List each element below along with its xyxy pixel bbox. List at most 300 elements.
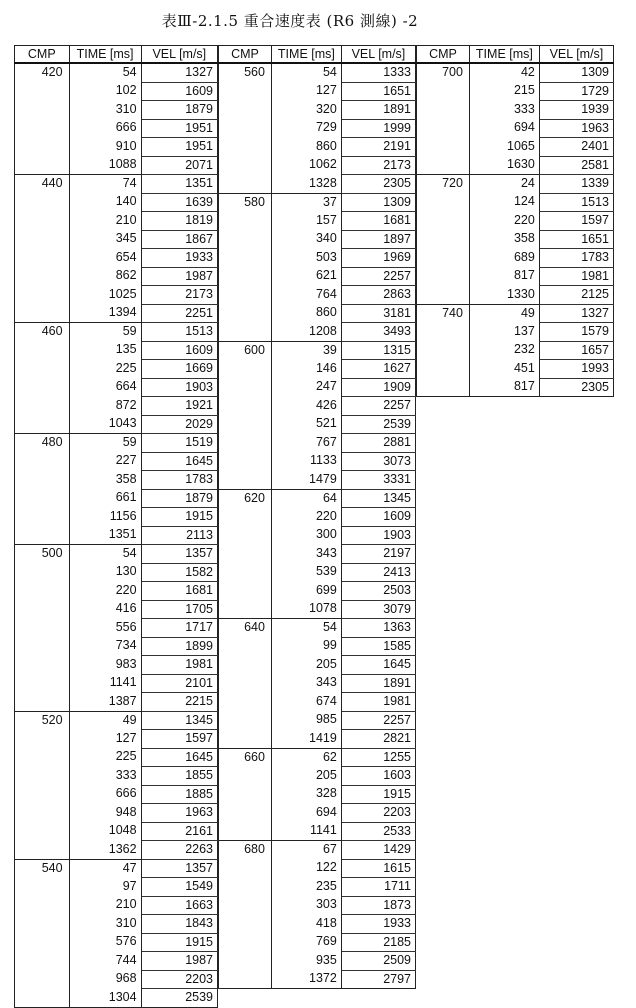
velocity-cell: 2257 (341, 397, 415, 416)
table-row (15, 822, 218, 841)
cmp-cell (219, 915, 272, 934)
cmp-cell (417, 378, 470, 397)
table-row (219, 804, 416, 823)
cmp-cell (219, 637, 272, 656)
table-row (219, 970, 416, 989)
time-cell: 1141 (69, 674, 141, 693)
cmp-cell (15, 637, 70, 656)
time-cell: 862 (69, 267, 141, 286)
time-cell: 62 (271, 748, 341, 767)
velocity-cell: 1627 (341, 360, 415, 379)
table-row (15, 915, 218, 934)
cmp-cell (15, 267, 70, 286)
velocity-cell: 2197 (341, 545, 415, 564)
velocity-cell: 1609 (141, 82, 217, 101)
table-row (15, 397, 218, 416)
header-cmp: CMP (417, 46, 470, 64)
cmp-cell (219, 563, 272, 582)
velocity-cell: 1669 (141, 360, 217, 379)
velocity-cell: 1987 (141, 267, 217, 286)
cmp-cell (219, 212, 272, 231)
cmp-cell: 600 (219, 341, 272, 360)
table-row (219, 674, 416, 693)
table-row (219, 230, 416, 249)
time-cell: 227 (69, 452, 141, 471)
table-row (219, 822, 416, 841)
velocity-cell: 2161 (141, 822, 217, 841)
table-row (219, 175, 416, 194)
velocity-cell: 2263 (141, 841, 217, 860)
table-row (219, 711, 416, 730)
header-time: TIME [ms] (469, 46, 539, 64)
time-cell: 1208 (271, 323, 341, 342)
cmp-cell (219, 730, 272, 749)
velocity-cell: 1915 (141, 933, 217, 952)
time-cell: 860 (271, 138, 341, 157)
time-cell: 146 (271, 360, 341, 379)
header-time: TIME [ms] (69, 46, 141, 64)
time-cell: 689 (469, 249, 539, 268)
velocity-cell: 2071 (141, 156, 217, 175)
cmp-cell (417, 360, 470, 379)
time-cell: 135 (69, 341, 141, 360)
velocity-cell: 1909 (341, 378, 415, 397)
time-cell: 1328 (271, 175, 341, 194)
velocity-cell: 1963 (141, 804, 217, 823)
cmp-cell (417, 249, 470, 268)
cmp-cell (219, 360, 272, 379)
velocity-cell: 2113 (141, 526, 217, 545)
time-cell: 666 (69, 119, 141, 138)
time-cell: 1362 (69, 841, 141, 860)
time-cell: 47 (69, 859, 141, 878)
velocity-cell: 2539 (141, 989, 217, 1008)
table-row (219, 637, 416, 656)
cmp-cell (15, 212, 70, 231)
velocity-cell: 1897 (341, 230, 415, 249)
velocity-cell: 3073 (341, 452, 415, 471)
cmp-cell (219, 471, 272, 490)
velocity-cell: 1999 (341, 119, 415, 138)
velocity-cell: 1993 (539, 360, 613, 379)
velocity-cell: 1891 (341, 674, 415, 693)
table-row (417, 156, 614, 175)
velocity-cell: 1609 (141, 341, 217, 360)
cmp-cell (219, 304, 272, 323)
cmp-cell (15, 674, 70, 693)
table-row (15, 471, 218, 490)
time-cell: 661 (69, 489, 141, 508)
velocity-cell: 1309 (539, 63, 613, 82)
table-row (15, 600, 218, 619)
table-row (15, 119, 218, 138)
cmp-cell (219, 175, 272, 194)
time-cell: 122 (271, 859, 341, 878)
time-cell: 674 (271, 693, 341, 712)
velocity-cell: 1963 (539, 119, 613, 138)
table-row (417, 249, 614, 268)
table-row (219, 452, 416, 471)
cmp-cell: 460 (15, 323, 70, 342)
velocity-cell: 1891 (341, 101, 415, 120)
cmp-cell (15, 249, 70, 268)
cmp-cell (417, 138, 470, 157)
cmp-cell (219, 656, 272, 675)
time-cell: 333 (69, 767, 141, 786)
cmp-cell (417, 323, 470, 342)
table-row (15, 452, 218, 471)
cmp-cell (15, 526, 70, 545)
velocity-cell: 2305 (341, 175, 415, 194)
cmp-cell (15, 600, 70, 619)
velocity-cell: 2509 (341, 952, 415, 971)
time-cell: 1133 (271, 452, 341, 471)
velocity-cell: 1981 (141, 656, 217, 675)
time-cell: 157 (271, 212, 341, 231)
table-row (219, 896, 416, 915)
table-row (15, 767, 218, 786)
velocity-cell: 1345 (341, 489, 415, 508)
table-row (15, 230, 218, 249)
cmp-cell (219, 119, 272, 138)
cmp-cell (219, 933, 272, 952)
time-cell: 300 (271, 526, 341, 545)
time-cell: 1330 (469, 286, 539, 305)
table-row (219, 323, 416, 342)
cmp-cell: 560 (219, 63, 272, 82)
table-row (219, 582, 416, 601)
velocity-cell: 1915 (141, 508, 217, 527)
table-row (417, 101, 614, 120)
time-cell: 985 (271, 711, 341, 730)
cmp-cell (15, 952, 70, 971)
time-cell: 426 (271, 397, 341, 416)
velocity-cell: 2173 (341, 156, 415, 175)
velocity-cell: 1327 (141, 63, 217, 82)
time-cell: 694 (271, 804, 341, 823)
cmp-cell (219, 434, 272, 453)
table-row (417, 230, 614, 249)
velocity-cell: 1429 (341, 841, 415, 860)
table-row (15, 341, 218, 360)
cmp-cell (219, 859, 272, 878)
velocity-cell: 1855 (141, 767, 217, 786)
velocity-cell: 1549 (141, 878, 217, 897)
cmp-cell (15, 582, 70, 601)
table-row (219, 730, 416, 749)
table-row (15, 286, 218, 305)
table-row (219, 748, 416, 767)
time-cell: 416 (69, 600, 141, 619)
time-cell: 1394 (69, 304, 141, 323)
table-row (417, 212, 614, 231)
time-cell: 64 (271, 489, 341, 508)
cmp-cell (15, 378, 70, 397)
velocity-cell: 2101 (141, 674, 217, 693)
table-row (15, 360, 218, 379)
table-row (219, 360, 416, 379)
time-cell: 503 (271, 249, 341, 268)
time-cell: 358 (469, 230, 539, 249)
cmp-cell (15, 693, 70, 712)
table-row (15, 193, 218, 212)
cmp-cell (219, 101, 272, 120)
time-cell: 418 (271, 915, 341, 934)
cmp-cell (219, 138, 272, 157)
table-row (15, 970, 218, 989)
time-cell: 539 (271, 563, 341, 582)
time-cell: 694 (469, 119, 539, 138)
time-cell: 67 (271, 841, 341, 860)
velocity-cell: 1899 (141, 637, 217, 656)
velocity-cell: 1939 (539, 101, 613, 120)
velocity-cell: 1819 (141, 212, 217, 231)
time-cell: 310 (69, 915, 141, 934)
table-row (15, 582, 218, 601)
cmp-cell (417, 267, 470, 286)
time-cell: 872 (69, 397, 141, 416)
cmp-cell (219, 286, 272, 305)
cmp-cell: 740 (417, 304, 470, 323)
time-cell: 343 (271, 545, 341, 564)
velocity-cell: 2821 (341, 730, 415, 749)
velocity-cell: 1981 (539, 267, 613, 286)
page-title: 表Ⅲ-2.1.5 重合速度表 (R6 測線) -2 (161, 12, 419, 30)
cmp-cell (417, 212, 470, 231)
time-cell: 54 (69, 63, 141, 82)
table-row (15, 989, 218, 1008)
table-row (15, 859, 218, 878)
velocity-cell: 2191 (341, 138, 415, 157)
velocity-cell: 1903 (341, 526, 415, 545)
table-row (15, 674, 218, 693)
cmp-cell (15, 471, 70, 490)
velocity-cell: 1519 (141, 434, 217, 453)
time-cell: 37 (271, 193, 341, 212)
time-cell: 699 (271, 582, 341, 601)
time-cell: 358 (69, 471, 141, 490)
table-row (15, 212, 218, 231)
time-cell: 220 (69, 582, 141, 601)
velocity-cell: 1915 (341, 785, 415, 804)
cmp-cell (15, 915, 70, 934)
header-cmp: CMP (219, 46, 272, 64)
cmp-cell (219, 452, 272, 471)
velocity-cell: 1609 (341, 508, 415, 527)
velocity-cell: 1582 (141, 563, 217, 582)
table-row (15, 656, 218, 675)
cmp-cell (219, 526, 272, 545)
cmp-cell (15, 304, 70, 323)
velocity-cell: 2581 (539, 156, 613, 175)
cmp-cell (15, 101, 70, 120)
time-cell: 232 (469, 341, 539, 360)
velocity-cell: 1879 (141, 101, 217, 120)
cmp-cell (15, 156, 70, 175)
velocity-cell: 1351 (141, 175, 217, 194)
cmp-cell (15, 563, 70, 582)
cmp-cell (417, 341, 470, 360)
velocity-cell: 1513 (539, 193, 613, 212)
velocity-cell: 1783 (141, 471, 217, 490)
table-row (417, 304, 614, 323)
cmp-cell (219, 600, 272, 619)
table-row (15, 933, 218, 952)
cmp-cell (417, 101, 470, 120)
time-cell: 1048 (69, 822, 141, 841)
velocity-cell: 1651 (539, 230, 613, 249)
velocity-cell: 1933 (341, 915, 415, 934)
cmp-cell: 420 (15, 63, 70, 82)
velocity-cell: 2305 (539, 378, 613, 397)
header-vel: VEL [m/s] (539, 46, 613, 64)
time-cell: 1419 (271, 730, 341, 749)
table-row (15, 896, 218, 915)
time-cell: 74 (69, 175, 141, 194)
table-row (15, 730, 218, 749)
table-row (219, 249, 416, 268)
velocity-cell: 1645 (141, 452, 217, 471)
time-cell: 451 (469, 360, 539, 379)
table-row (15, 101, 218, 120)
time-cell: 42 (469, 63, 539, 82)
table-row (417, 378, 614, 397)
time-cell: 910 (69, 138, 141, 157)
velocity-cell: 3079 (341, 600, 415, 619)
cmp-cell (15, 82, 70, 101)
table-row (417, 360, 614, 379)
velocity-cell: 2401 (539, 138, 613, 157)
time-cell: 1372 (271, 970, 341, 989)
cmp-cell (15, 804, 70, 823)
cmp-cell (15, 193, 70, 212)
time-cell: 343 (271, 674, 341, 693)
time-cell: 205 (271, 656, 341, 675)
velocity-cell: 2203 (341, 804, 415, 823)
time-cell: 59 (69, 434, 141, 453)
table-row (219, 415, 416, 434)
cmp-cell (15, 489, 70, 508)
time-cell: 666 (69, 785, 141, 804)
time-cell: 102 (69, 82, 141, 101)
velocity-cell: 3181 (341, 304, 415, 323)
velocity-cell: 1639 (141, 193, 217, 212)
time-cell: 1141 (271, 822, 341, 841)
cmp-cell (15, 360, 70, 379)
cmp-cell (15, 822, 70, 841)
velocity-cell: 2257 (341, 711, 415, 730)
time-cell: 24 (469, 175, 539, 194)
table-row (219, 859, 416, 878)
time-cell: 621 (271, 267, 341, 286)
velocity-cell: 2185 (341, 933, 415, 952)
table-row (15, 323, 218, 342)
velocity-cell: 1645 (341, 656, 415, 675)
velocity-cell: 1903 (141, 378, 217, 397)
cmp-cell: 540 (15, 859, 70, 878)
table-row (15, 526, 218, 545)
cmp-cell (15, 878, 70, 897)
table-row (417, 267, 614, 286)
cmp-cell: 580 (219, 193, 272, 212)
cmp-cell (219, 785, 272, 804)
cmp-cell (15, 138, 70, 157)
velocity-cell: 1357 (141, 859, 217, 878)
cmp-cell (15, 785, 70, 804)
time-cell: 225 (69, 360, 141, 379)
table-row (417, 63, 614, 82)
velocity-cell: 1705 (141, 600, 217, 619)
velocity-cell: 1327 (539, 304, 613, 323)
velocity-cell: 1585 (341, 637, 415, 656)
table-row (219, 600, 416, 619)
table-row (15, 156, 218, 175)
cmp-cell (15, 508, 70, 527)
table-row (219, 378, 416, 397)
velocity-cell: 1681 (341, 212, 415, 231)
table-row (417, 175, 614, 194)
velocity-cell: 1663 (141, 896, 217, 915)
time-cell: 140 (69, 193, 141, 212)
cmp-cell (219, 545, 272, 564)
velocity-cell: 2413 (341, 563, 415, 582)
cmp-cell: 640 (219, 619, 272, 638)
cmp-cell (219, 896, 272, 915)
table-row (15, 952, 218, 971)
time-cell: 215 (469, 82, 539, 101)
time-cell: 769 (271, 933, 341, 952)
velocity-cell: 1309 (341, 193, 415, 212)
time-cell: 948 (69, 804, 141, 823)
cmp-cell (15, 119, 70, 138)
time-cell: 1304 (69, 989, 141, 1008)
table-row (219, 508, 416, 527)
time-cell: 1387 (69, 693, 141, 712)
velocity-cell: 2257 (341, 267, 415, 286)
time-cell: 310 (69, 101, 141, 120)
time-cell: 320 (271, 101, 341, 120)
velocity-cell: 2203 (141, 970, 217, 989)
time-cell: 49 (469, 304, 539, 323)
time-cell: 576 (69, 933, 141, 952)
table-row (219, 915, 416, 934)
velocity-cell: 1615 (341, 859, 415, 878)
time-cell: 1065 (469, 138, 539, 157)
time-cell: 99 (271, 637, 341, 656)
cmp-cell: 660 (219, 748, 272, 767)
cmp-cell (15, 970, 70, 989)
velocity-cell: 1339 (539, 175, 613, 194)
time-cell: 1630 (469, 156, 539, 175)
cmp-cell (219, 674, 272, 693)
cmp-cell (15, 230, 70, 249)
header-cmp: CMP (15, 46, 70, 64)
table-row (15, 711, 218, 730)
time-cell: 54 (69, 545, 141, 564)
table-row (219, 82, 416, 101)
cmp-cell (219, 82, 272, 101)
cmp-cell (219, 267, 272, 286)
time-cell: 983 (69, 656, 141, 675)
table-row (417, 323, 614, 342)
time-cell: 1156 (69, 508, 141, 527)
table-row (219, 693, 416, 712)
cmp-cell (15, 896, 70, 915)
cmp-cell (417, 82, 470, 101)
cmp-cell (417, 193, 470, 212)
cmp-cell (417, 156, 470, 175)
time-cell: 860 (271, 304, 341, 323)
